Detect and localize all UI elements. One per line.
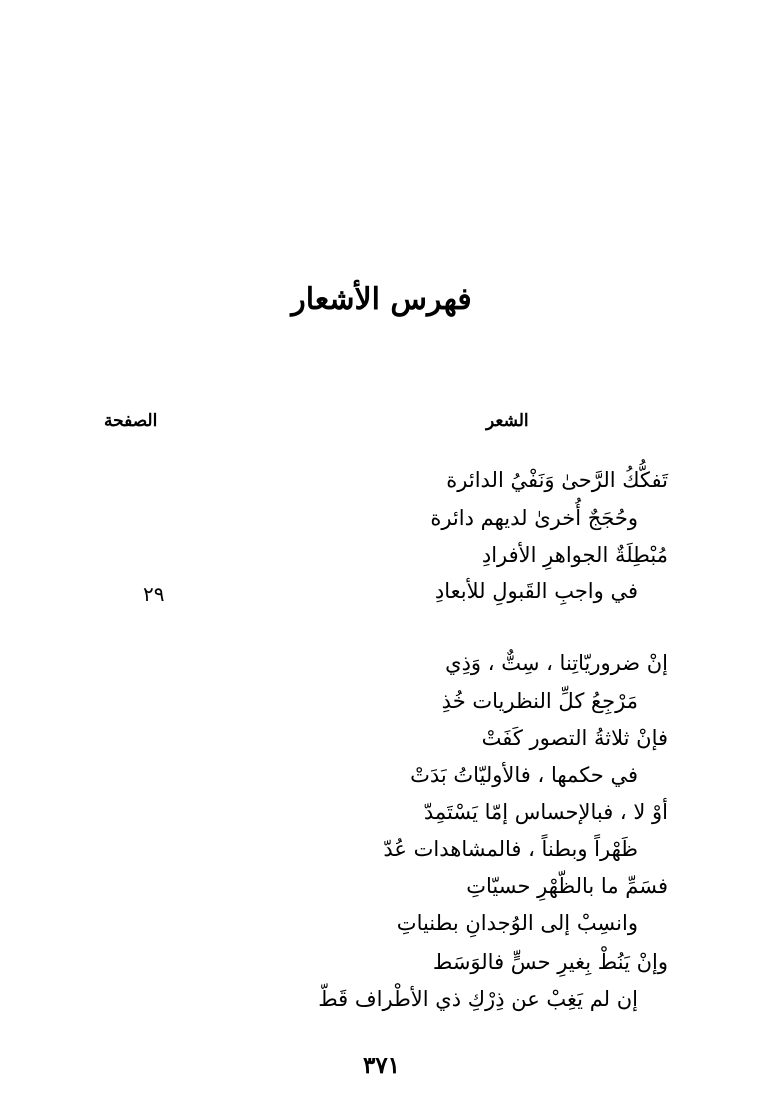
verse-line: أوْ لا ، فبالإحساس إمّا يَسْتَمِدّ — [423, 800, 668, 824]
column-header-poem: الشعر — [486, 411, 529, 431]
verse-line: في واجبِ القَبولِ للأبعادِ — [434, 579, 638, 603]
verse-line: إنْ ضروريّاتِنا ، سِتٌّ ، وَذِي — [445, 651, 668, 675]
verse-line: مُبْطِلَةٌ الجواهرِ الأفرادِ — [481, 543, 668, 567]
verse-line: ظَهْراً وبطناً ، فالمشاهدات عُدّ — [383, 837, 638, 861]
page-title: فهرس الأشعار — [291, 282, 472, 317]
verse-line: مَرْجِعُ كلِّ النظريات خُذِ — [441, 689, 638, 713]
verse-line: فسَمِّ ما بالظّهْرِ حسيّاتِ — [466, 874, 668, 898]
verse-line: في حكمها ، فالأوليّاتُ بَدَتْ — [410, 763, 638, 787]
verse-line: تَفكُّكُ الرَّحىٰ وَنَفْيُ الدائرة — [446, 468, 668, 492]
page-reference: ٢٩ — [143, 582, 165, 606]
verse-line: فإنْ ثلاثةُ التصور كَفَتْ — [481, 726, 668, 750]
verse-line: إن لم يَغِبْ عن ذِرْكِ ذي الأطْراف قَطّ — [318, 987, 638, 1011]
verse-line: وانسِبْ إلى الوُجدانِ بطنياتِ — [396, 911, 638, 935]
verse-line: وإنْ يَنُطْ بِغيرِ حسٍّ فالوَسَط — [432, 950, 668, 974]
verse-line: وحُجَجٌ أُخرىٰ لديهم دائرة — [430, 506, 638, 530]
page-number: ٣٧١ — [362, 1052, 401, 1079]
column-header-page: الصفحة — [104, 411, 158, 431]
